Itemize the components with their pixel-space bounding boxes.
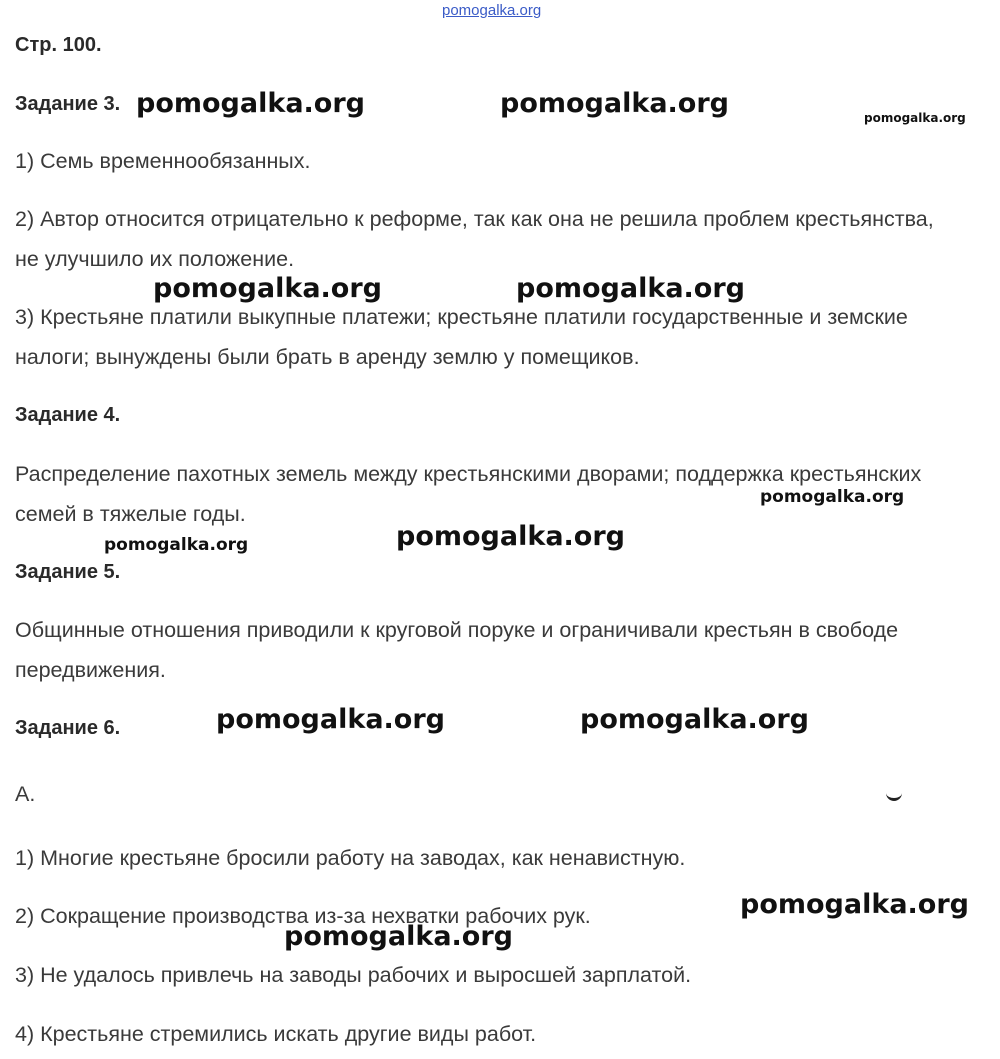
task6-item-1: 1) Многие крестьяне бросили работу на заводах, как ненавистную. [15, 846, 686, 870]
watermark: pomogalka.org [216, 704, 445, 735]
task3-heading: Задание 3. [15, 93, 121, 115]
page-label: Стр. 100. [15, 34, 102, 56]
task6-subheading: А. [15, 782, 36, 806]
task5-heading: Задание 5. [15, 561, 121, 583]
task6-item-2: 2) Сокращение производства из-за нехватки рабочих рук. [15, 904, 591, 928]
watermark: pomogalka.org [740, 889, 969, 920]
task5-line-1: Общинные отношения приводили к круговой поруке и ограничивали крестьян в свободе [15, 618, 899, 642]
task3-item-1: 1) Семь временнообязанных. [15, 149, 311, 173]
task5-line-2: передвижения. [15, 658, 166, 682]
top-site-link[interactable]: pomogalka.org [442, 2, 542, 19]
watermark: pomogalka.org [516, 273, 745, 304]
task3-item-3-line-1: 3) Крестьяне платили выкупные платежи; крестьяне платили государственные и земские [15, 305, 908, 329]
task4-heading: Задание 4. [15, 404, 121, 426]
task6-heading: Задание 6. [15, 717, 121, 739]
watermark: pomogalka.org [104, 535, 249, 555]
task6-item-4: 4) Крестьяне стремились искать другие виды работ. [15, 1022, 537, 1046]
watermark: pomogalka.org [580, 704, 809, 735]
stray-mark [886, 790, 902, 801]
watermark: pomogalka.org [864, 111, 966, 125]
task3-item-3-line-2: налоги; вынуждены были брать в аренду землю у помещиков. [15, 345, 640, 369]
watermark: pomogalka.org [500, 88, 729, 119]
watermark: pomogalka.org [153, 273, 382, 304]
watermark: pomogalka.org [396, 521, 625, 552]
task4-line-1: Распределение пахотных земель между крестьянскими дворами; поддержка крестьянских [15, 462, 922, 486]
task4-line-2: семей в тяжелые годы. [15, 502, 246, 526]
watermark: pomogalka.org [136, 88, 365, 119]
task3-item-2-line-2: не улучшило их положение. [15, 247, 295, 271]
watermark: pomogalka.org [760, 487, 905, 507]
watermark: pomogalka.org [284, 921, 513, 952]
task6-item-3: 3) Не удалось привлечь на заводы рабочих и выросшей зарплатой. [15, 963, 692, 987]
task3-item-2-line-1: 2) Автор относится отрицательно к реформе, так как она не решила проблем крестьянства, [15, 207, 934, 231]
